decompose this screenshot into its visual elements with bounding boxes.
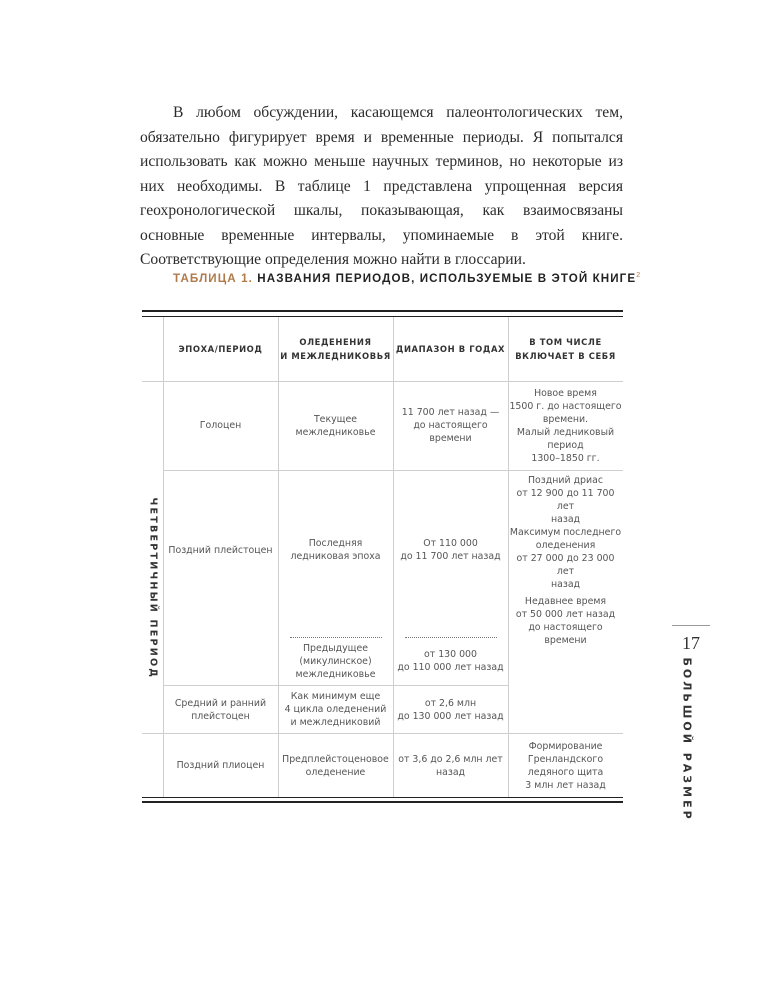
late-pleistocene-include-recent: Недавнее время от 50 000 лет назад до настоящего времени [515, 596, 616, 646]
table-bottom-rule-thin [142, 797, 623, 798]
late-pleistocene-last-range: От 110 000 до 11 700 лет назад [400, 538, 501, 562]
holocene-glaciation: Текущее межледниковье [295, 413, 376, 438]
holocene-epoch: Голоцен [199, 420, 242, 431]
holocene-range: 11 700 лет назад — до настоящего времени [401, 407, 500, 444]
table-caption-footnote-marker: 2 [636, 272, 642, 280]
page-number: 17 [682, 633, 700, 653]
header-range: ДИАПАЗОН В ГОДАХ [395, 344, 506, 354]
header-epoch: ЭПОХА/ПЕРИОД [178, 344, 263, 354]
table-top-rule [142, 310, 623, 312]
pliocene-range: от 3,6 до 2,6 млн лет назад [398, 753, 503, 778]
pliocene-includes: Формирование Гренландского ледяного щита 3 млн лет назад [525, 740, 606, 791]
holocene-includes: Новое время 1500 г. до настоящего времени. Малый ледниковый период 1300–1850 гг. [509, 387, 622, 464]
pliocene-glaciation: Предплейстоценовое оледенение [282, 753, 389, 778]
middle-early-pleistocene-glaciation: Как минимум еще 4 цикла оледенений и межледниковий [284, 691, 387, 728]
intro-paragraph: В любом обсуждении, касающемся палеонтологических тем, обязательно фигурирует время и временные периоды. Я попытался использовать как можно меньше научных терминов, но некоторые из них необходимы. В таблице 1 представлена упрощенная версия геохронологической шкалы, показывающая, как взаимосвязаны основные временные интервалы, упоминаемые в этой книге. Соответствующие определения можно найти в глоссарии. [140, 104, 623, 268]
late-pleistocene-last-glaciation: Последняя ледниковая эпоха [290, 538, 381, 562]
table-caption-label: ТАБЛИЦА 1. [173, 272, 253, 285]
table-caption-title: НАЗВАНИЯ ПЕРИОДОВ, ИСПОЛЬЗУЕМЫЕ В ЭТОЙ КНИГЕ [252, 272, 637, 285]
late-pleistocene-include-lgm: Максимум последнего оледенения от 27 000 до 23 000 лет назад [509, 526, 622, 590]
late-pleistocene-epoch: Поздний плейстоцен [168, 544, 273, 556]
page-number-rule [672, 625, 710, 626]
middle-early-pleistocene-epoch: Средний и ранний плейстоцен [174, 697, 267, 722]
middle-early-pleistocene-range: от 2,6 млн до 130 000 лет назад [397, 697, 504, 722]
table-caption [173, 272, 642, 285]
late-pleistocene-include-dryas: Поздний дриас от 12 900 до 11 700 лет назад [516, 475, 615, 525]
quaternary-period-label: ЧЕТВЕРТИЧНЫЙ ПЕРИОД [147, 497, 159, 680]
running-title: БОЛЬШОЙ РАЗМЕР [680, 657, 694, 822]
late-pleistocene-prev-range: от 130 000 до 110 000 лет назад [397, 649, 504, 673]
header-includes: В ТОМ ЧИСЛЕ ВКЛЮЧАЕТ В СЕБЯ [515, 337, 616, 361]
header-glaciation: ОЛЕДЕНЕНИЯ И МЕЖЛЕДНИКОВЬЯ [280, 337, 391, 361]
pliocene-epoch: Поздний плиоцен [176, 760, 265, 771]
late-pleistocene-prev-interglacial: Предыдущее (микулинское) межледниковье [295, 642, 376, 680]
table-bottom-rule [142, 801, 623, 803]
